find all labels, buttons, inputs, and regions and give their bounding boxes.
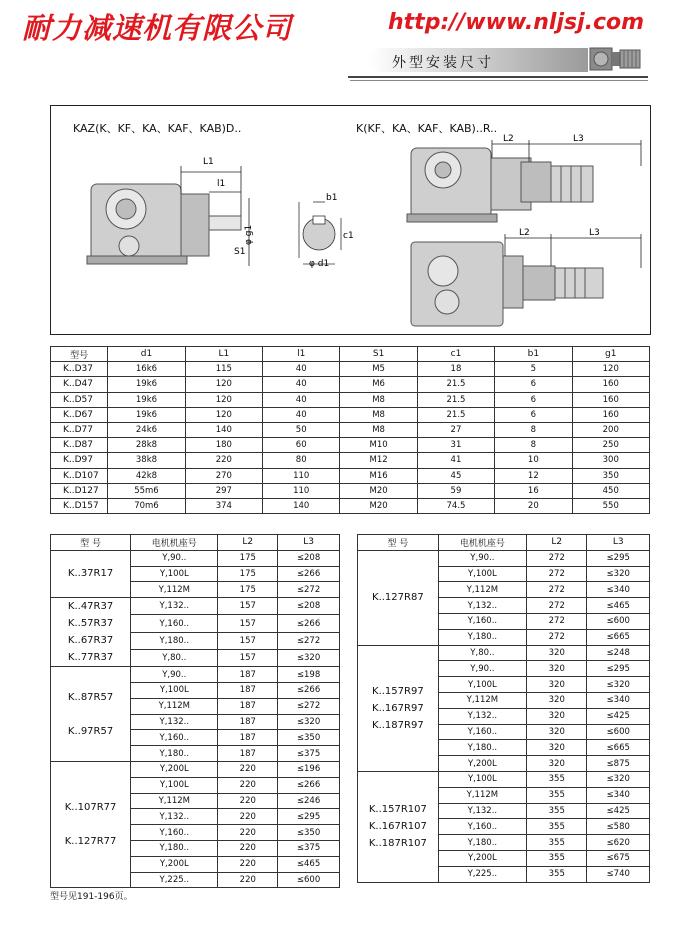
value-cell: 21.5 <box>417 377 494 392</box>
model-cell: K..D47 <box>51 377 108 392</box>
value-cell: 157 <box>218 598 278 615</box>
column-header: S1 <box>340 347 417 362</box>
motor-frame-cell: Y,160.. <box>438 613 526 629</box>
value-cell: 270 <box>185 468 262 483</box>
motor-frame-cell: Y,90.. <box>131 550 218 566</box>
table-row <box>51 377 650 392</box>
motor-frame-cell: Y,180.. <box>131 746 218 762</box>
motor-frame-cell: Y,132.. <box>131 809 218 825</box>
table-row <box>51 550 340 566</box>
value-cell: 80 <box>263 453 340 468</box>
dimension-drawing-panel <box>50 105 651 335</box>
value-cell: M6 <box>340 377 417 392</box>
motor-frame-cell: Y,100L <box>131 777 218 793</box>
model-group-cell <box>358 550 439 645</box>
value-cell: 187 <box>218 682 278 698</box>
value-cell: ≤320 <box>278 714 340 730</box>
value-cell: 38k8 <box>108 453 185 468</box>
column-header: l1 <box>263 347 340 362</box>
value-cell: 187 <box>218 698 278 714</box>
table-row <box>51 453 650 468</box>
value-cell: ≤320 <box>587 771 650 787</box>
value-cell: 220 <box>218 777 278 793</box>
value-cell: M20 <box>340 498 417 513</box>
value-cell: ≤266 <box>278 615 340 632</box>
model-group-cell <box>51 598 131 667</box>
company-name: 耐力减速机有限公司 <box>22 11 293 45</box>
value-cell: M10 <box>340 438 417 453</box>
value-cell: 220 <box>218 840 278 856</box>
value-cell: ≤196 <box>278 761 340 777</box>
table-row <box>358 771 650 787</box>
dim-l1-label: l1 <box>217 179 226 189</box>
model-name: K..157R107 <box>368 804 427 816</box>
value-cell: ≤266 <box>278 682 340 698</box>
model-name: K..167R107 <box>368 821 427 833</box>
value-cell: 12 <box>495 468 572 483</box>
value-cell: 40 <box>263 407 340 422</box>
motor-frame-cell: Y,180.. <box>438 835 526 851</box>
motor-dimension-table-right <box>357 534 650 883</box>
motor-frame-cell: Y,112M <box>131 698 218 714</box>
value-cell: ≤340 <box>587 787 650 803</box>
value-cell: 31 <box>417 438 494 453</box>
motor-frame-cell: Y,132.. <box>438 803 526 819</box>
value-cell: 20 <box>495 498 572 513</box>
dim-L1-label: L1 <box>203 157 214 167</box>
value-cell: ≤600 <box>278 872 340 888</box>
value-cell: 157 <box>218 615 278 632</box>
value-cell: 272 <box>527 629 587 645</box>
value-cell: 120 <box>185 377 262 392</box>
value-cell: 297 <box>185 483 262 498</box>
model-name: K..37R17 <box>67 568 114 580</box>
model-name: K..107R77 <box>64 802 117 814</box>
value-cell: 272 <box>527 550 587 566</box>
value-cell: 272 <box>527 598 587 614</box>
value-cell: 24k6 <box>108 422 185 437</box>
value-cell: 550 <box>572 498 649 513</box>
value-cell: 18 <box>417 362 494 377</box>
value-cell: 59 <box>417 483 494 498</box>
value-cell: 355 <box>527 835 587 851</box>
model-name: K..47R37 <box>67 601 114 613</box>
motor-frame-cell: Y,200L <box>131 761 218 777</box>
value-cell: 220 <box>185 453 262 468</box>
model-cell: K..D127 <box>51 483 108 498</box>
value-cell: M8 <box>340 422 417 437</box>
value-cell: 6 <box>495 407 572 422</box>
dim-d1-label: φ d1 <box>309 259 330 269</box>
value-cell: 250 <box>572 438 649 453</box>
value-cell: ≤320 <box>587 566 650 582</box>
table-row <box>51 392 650 407</box>
value-cell: 50 <box>263 422 340 437</box>
model-cell: K..D77 <box>51 422 108 437</box>
value-cell: ≤740 <box>587 866 650 882</box>
value-cell: M8 <box>340 407 417 422</box>
value-cell: 320 <box>527 661 587 677</box>
dim-L3-label-top: L3 <box>573 134 584 144</box>
value-cell: 320 <box>527 756 587 772</box>
table-row <box>51 362 650 377</box>
motor-frame-cell: Y,160.. <box>438 819 526 835</box>
model-cell: K..D97 <box>51 453 108 468</box>
motor-frame-cell: Y,225.. <box>131 872 218 888</box>
value-cell: 110 <box>263 468 340 483</box>
value-cell: 355 <box>527 803 587 819</box>
dim-S1-label: S1 <box>234 247 246 257</box>
column-header: L2 <box>527 535 587 551</box>
value-cell: 16 <box>495 483 572 498</box>
motor-frame-cell: Y,100L <box>438 677 526 693</box>
dim-L2-label-top: L2 <box>503 134 514 144</box>
value-cell: 120 <box>185 407 262 422</box>
value-cell: ≤272 <box>278 582 340 598</box>
value-cell: 5 <box>495 362 572 377</box>
value-cell: 27 <box>417 422 494 437</box>
value-cell: 157 <box>218 649 278 666</box>
motor-frame-cell: Y,132.. <box>131 714 218 730</box>
table-row <box>358 550 650 566</box>
dim-L3-label-bottom: L3 <box>589 228 600 238</box>
value-cell: ≤295 <box>587 550 650 566</box>
model-name <box>51 706 130 723</box>
model-cell: K..D157 <box>51 498 108 513</box>
left-gearbox-drawing <box>87 184 241 264</box>
value-cell: ≤340 <box>587 582 650 598</box>
header-rule <box>348 76 648 78</box>
value-cell: ≤295 <box>278 809 340 825</box>
motor-frame-cell: Y,132.. <box>131 598 218 615</box>
column-header: 型号 <box>51 347 108 362</box>
value-cell: 220 <box>218 809 278 825</box>
value-cell: ≤266 <box>278 777 340 793</box>
value-cell: ≤295 <box>587 661 650 677</box>
model-name: K..157R97 <box>372 685 424 697</box>
model-cell: K..D87 <box>51 438 108 453</box>
value-cell: 220 <box>218 856 278 872</box>
value-cell: 42k8 <box>108 468 185 483</box>
motor-frame-cell: Y,160.. <box>131 730 218 746</box>
value-cell: ≤375 <box>278 840 340 856</box>
value-cell: 16k6 <box>108 362 185 377</box>
value-cell: 45 <box>417 468 494 483</box>
column-header: 电机机座号 <box>438 535 526 551</box>
value-cell: 19k6 <box>108 377 185 392</box>
motor-frame-cell: Y,90.. <box>131 667 218 683</box>
model-cell: K..D107 <box>51 468 108 483</box>
motor-frame-cell: Y,112M <box>131 582 218 598</box>
value-cell: ≤248 <box>587 645 650 661</box>
model-name: K..67R37 <box>67 635 114 647</box>
value-cell: 70m6 <box>108 498 185 513</box>
model-group-cell <box>358 771 439 882</box>
value-cell: 355 <box>527 866 587 882</box>
value-cell: 175 <box>218 582 278 598</box>
value-cell: 140 <box>185 422 262 437</box>
value-cell: 320 <box>527 692 587 708</box>
motor-frame-cell: Y,200L <box>438 850 526 866</box>
value-cell: 40 <box>263 362 340 377</box>
value-cell: ≤320 <box>587 677 650 693</box>
value-cell: M20 <box>340 483 417 498</box>
right-top-gearmotor-drawing <box>407 148 593 222</box>
model-group-cell <box>51 667 131 762</box>
table-row <box>51 468 650 483</box>
shaft-dimension-table <box>50 346 650 514</box>
value-cell: 157 <box>218 632 278 649</box>
value-cell: 187 <box>218 667 278 683</box>
table-row <box>51 407 650 422</box>
table-row <box>51 761 340 777</box>
motor-dimension-table-left <box>50 534 340 888</box>
motor-frame-cell: Y,132.. <box>438 708 526 724</box>
value-cell: 140 <box>263 498 340 513</box>
value-cell: 21.5 <box>417 392 494 407</box>
motor-frame-cell: Y,100L <box>131 682 218 698</box>
value-cell: 320 <box>527 677 587 693</box>
table-row <box>51 483 650 498</box>
left-drawing-title: KAZ(K、KF、KA、KAF、KAB)D.. <box>73 122 242 135</box>
header-rule-thin <box>350 80 648 81</box>
motor-frame-cell: Y,100L <box>131 566 218 582</box>
motor-frame-cell: Y,225.. <box>438 866 526 882</box>
model-group-cell <box>51 550 131 597</box>
model-name: K..127R87 <box>372 592 424 604</box>
motor-frame-cell: Y,180.. <box>131 632 218 649</box>
value-cell: 120 <box>185 392 262 407</box>
motor-frame-cell: Y,180.. <box>438 740 526 756</box>
value-cell: 41 <box>417 453 494 468</box>
value-cell: 355 <box>527 787 587 803</box>
value-cell: 272 <box>527 613 587 629</box>
value-cell: 355 <box>527 771 587 787</box>
value-cell: 110 <box>263 483 340 498</box>
dim-c1-label: c1 <box>343 231 354 241</box>
value-cell: ≤375 <box>278 746 340 762</box>
value-cell: 355 <box>527 850 587 866</box>
motor-frame-cell: Y,200L <box>438 756 526 772</box>
value-cell: 160 <box>572 407 649 422</box>
value-cell: ≤600 <box>587 613 650 629</box>
value-cell: ≤665 <box>587 740 650 756</box>
motor-frame-cell: Y,112M <box>438 582 526 598</box>
model-name: K..167R97 <box>372 702 424 714</box>
value-cell: 374 <box>185 498 262 513</box>
column-header: L3 <box>587 535 650 551</box>
value-cell: ≤272 <box>278 698 340 714</box>
section-title: 外型安装尺寸 <box>392 55 494 71</box>
motor-frame-cell: Y,160.. <box>131 615 218 632</box>
right-drawing-title: K(KF、KA、KAF、KAB)..R.. <box>356 122 498 135</box>
motor-frame-cell: Y,100L <box>438 566 526 582</box>
value-cell: ≤198 <box>278 667 340 683</box>
motor-frame-cell: Y,112M <box>438 787 526 803</box>
value-cell: 220 <box>218 872 278 888</box>
value-cell: 187 <box>218 714 278 730</box>
value-cell: 6 <box>495 392 572 407</box>
motor-frame-cell: Y,160.. <box>438 724 526 740</box>
shaft-section-drawing <box>299 202 341 264</box>
value-cell: 320 <box>527 740 587 756</box>
value-cell: 74.5 <box>417 498 494 513</box>
column-header: 电机机座号 <box>131 535 218 551</box>
value-cell: 40 <box>263 377 340 392</box>
value-cell: 175 <box>218 550 278 566</box>
value-cell: 220 <box>218 761 278 777</box>
model-group-cell <box>51 761 131 887</box>
model-name <box>51 816 130 833</box>
value-cell: ≤600 <box>587 724 650 740</box>
motor-frame-cell: Y,200L <box>131 856 218 872</box>
model-group-cell <box>358 645 439 771</box>
value-cell: 19k6 <box>108 407 185 422</box>
value-cell: 350 <box>572 468 649 483</box>
column-header: d1 <box>108 347 185 362</box>
value-cell: 120 <box>572 362 649 377</box>
value-cell: 8 <box>495 438 572 453</box>
model-name: K..127R77 <box>64 836 117 848</box>
value-cell: 180 <box>185 438 262 453</box>
motor-frame-cell: Y,90.. <box>438 550 526 566</box>
model-name: K..87R57 <box>67 691 114 703</box>
column-header: 型 号 <box>51 535 131 551</box>
motor-frame-cell: Y,80.. <box>131 649 218 666</box>
value-cell: ≤350 <box>278 730 340 746</box>
column-header: L3 <box>278 535 340 551</box>
value-cell: ≤875 <box>587 756 650 772</box>
value-cell: ≤272 <box>278 632 340 649</box>
value-cell: 28k8 <box>108 438 185 453</box>
model-cell: K..D37 <box>51 362 108 377</box>
column-header: b1 <box>495 347 572 362</box>
dimension-drawings <box>51 106 650 334</box>
value-cell: ≤620 <box>587 835 650 851</box>
value-cell: 355 <box>527 819 587 835</box>
value-cell: 19k6 <box>108 392 185 407</box>
table-row <box>51 438 650 453</box>
value-cell: ≤320 <box>278 649 340 666</box>
model-cell: K..D67 <box>51 407 108 422</box>
value-cell: ≤675 <box>587 850 650 866</box>
value-cell: 272 <box>527 582 587 598</box>
value-cell: ≤266 <box>278 566 340 582</box>
value-cell: 320 <box>527 708 587 724</box>
value-cell: 272 <box>527 566 587 582</box>
value-cell: ≤208 <box>278 598 340 615</box>
motor-frame-cell: Y,80.. <box>438 645 526 661</box>
model-name: K..57R37 <box>67 618 114 630</box>
table-row <box>51 598 340 615</box>
right-bottom-gearmotor-drawing <box>411 242 603 326</box>
column-header: L2 <box>218 535 278 551</box>
value-cell: 60 <box>263 438 340 453</box>
table-row <box>51 422 650 437</box>
motor-frame-cell: Y,180.. <box>131 840 218 856</box>
value-cell: 6 <box>495 377 572 392</box>
motor-frame-cell: Y,132.. <box>438 598 526 614</box>
value-cell: 21.5 <box>417 407 494 422</box>
website-url[interactable]: http://www.nljsj.com <box>388 10 645 35</box>
value-cell: 450 <box>572 483 649 498</box>
value-cell: 320 <box>527 645 587 661</box>
value-cell: ≤665 <box>587 629 650 645</box>
value-cell: 115 <box>185 362 262 377</box>
value-cell: M12 <box>340 453 417 468</box>
table-row <box>51 498 650 513</box>
model-name: K..77R37 <box>67 652 114 664</box>
value-cell: 187 <box>218 746 278 762</box>
motor-frame-cell: Y,112M <box>438 692 526 708</box>
model-name: K..187R97 <box>372 719 424 731</box>
value-cell: M5 <box>340 362 417 377</box>
value-cell: ≤425 <box>587 803 650 819</box>
value-cell: ≤340 <box>587 692 650 708</box>
value-cell: 187 <box>218 730 278 746</box>
model-name: K..187R107 <box>368 838 427 850</box>
model-name: K..97R57 <box>67 725 114 737</box>
value-cell: 55m6 <box>108 483 185 498</box>
motor-frame-cell: Y,180.. <box>438 629 526 645</box>
value-cell: 220 <box>218 793 278 809</box>
dim-L2-label-bottom: L2 <box>519 228 530 238</box>
value-cell: 320 <box>527 724 587 740</box>
value-cell: ≤425 <box>587 708 650 724</box>
value-cell: ≤580 <box>587 819 650 835</box>
dim-g1-label: φ g1 <box>244 224 254 245</box>
value-cell: 160 <box>572 392 649 407</box>
value-cell: ≤465 <box>278 856 340 872</box>
value-cell: 175 <box>218 566 278 582</box>
motor-frame-cell: Y,112M <box>131 793 218 809</box>
value-cell: 8 <box>495 422 572 437</box>
table-row <box>358 645 650 661</box>
column-header: c1 <box>417 347 494 362</box>
value-cell: 160 <box>572 377 649 392</box>
value-cell: ≤465 <box>587 598 650 614</box>
value-cell: 200 <box>572 422 649 437</box>
column-header: g1 <box>572 347 649 362</box>
gear-motor-icon <box>588 40 644 76</box>
value-cell: 40 <box>263 392 340 407</box>
value-cell: 10 <box>495 453 572 468</box>
column-header: 型 号 <box>358 535 439 551</box>
motor-frame-cell: Y,160.. <box>131 825 218 841</box>
value-cell: M16 <box>340 468 417 483</box>
motor-frame-cell: Y,100L <box>438 771 526 787</box>
motor-frame-cell: Y,90.. <box>438 661 526 677</box>
value-cell: M8 <box>340 392 417 407</box>
value-cell: ≤350 <box>278 825 340 841</box>
footnote: 型号见191-196页。 <box>50 892 133 902</box>
value-cell: ≤246 <box>278 793 340 809</box>
value-cell: ≤208 <box>278 550 340 566</box>
dim-b1-label: b1 <box>326 193 338 203</box>
value-cell: 300 <box>572 453 649 468</box>
model-cell: K..D57 <box>51 392 108 407</box>
table-row <box>51 667 340 683</box>
column-header: L1 <box>185 347 262 362</box>
value-cell: 220 <box>218 825 278 841</box>
